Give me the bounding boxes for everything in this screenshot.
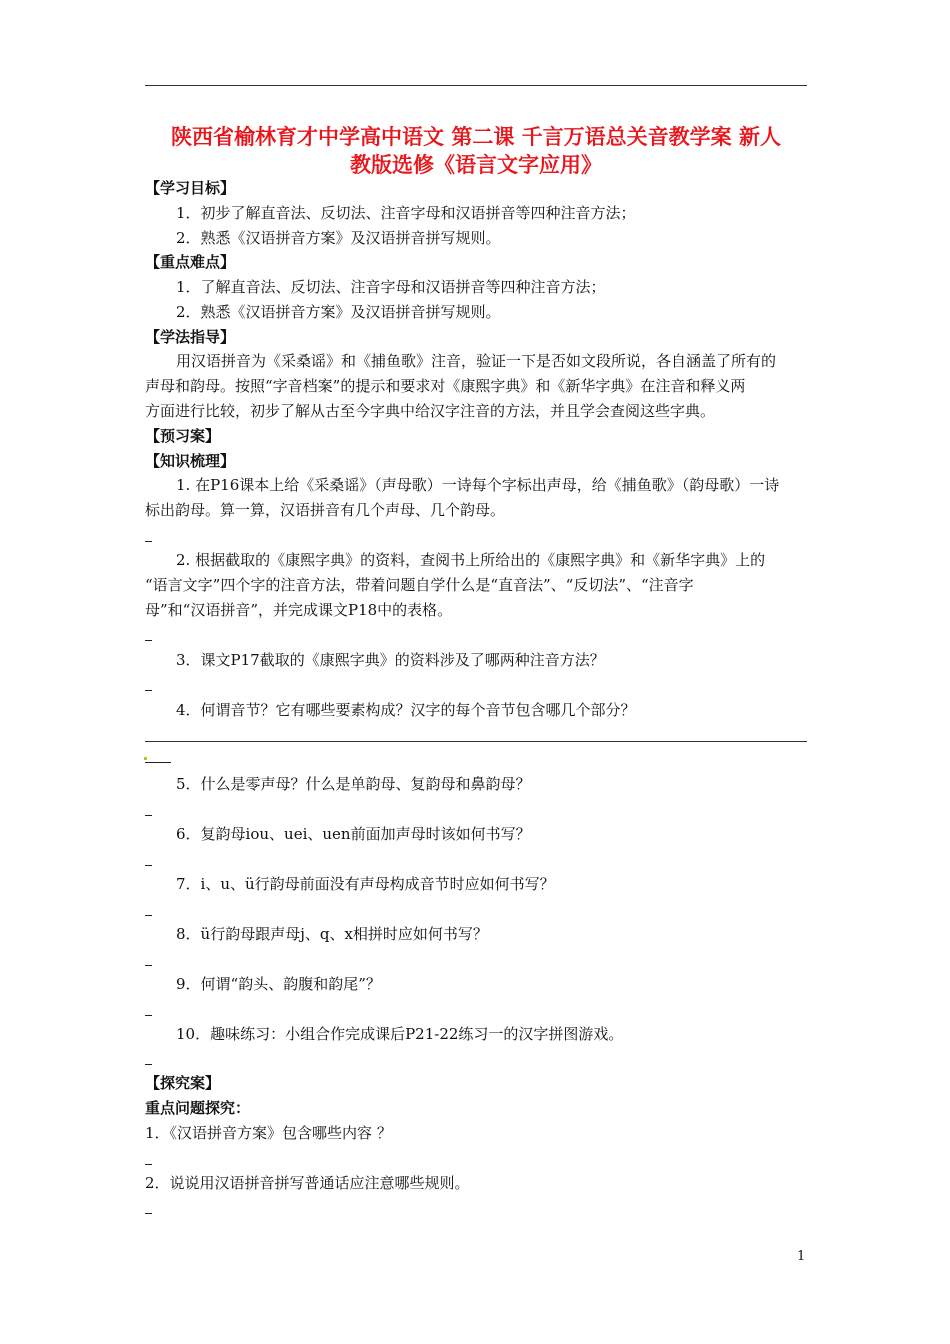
question-2-line-1: 2. 根据截取的《康熙字典》的资料，查阅书上所给出的《康熙字典》和《新华字典》上的 bbox=[176, 551, 766, 569]
answer-blank bbox=[145, 690, 152, 691]
answer-blank bbox=[145, 640, 152, 641]
question-8: 8．ü行韵母跟声母j、q、x相拼时应如何书写？ bbox=[176, 925, 488, 943]
explore-question-1: 1．《汉语拼音方案》包含哪些内容 ？ bbox=[145, 1124, 392, 1142]
question-1-line-1: 1. 在P16课本上给《采桑谣》（声母歌）一诗每个字标出声母，给《捕鱼歌》（韵母歌）一诗 bbox=[176, 476, 780, 494]
question-6: 6．复韵母iou、uei、uen前面加声母时该如何书写？ bbox=[176, 825, 531, 843]
section-rule bbox=[145, 741, 807, 742]
answer-blank bbox=[145, 865, 152, 866]
explore-subheading: 重点问题探究： bbox=[145, 1099, 251, 1117]
document-title-line-1: 陕西省榆林育才中学高中语文 第二课 千言万语总关音教学案 新人 bbox=[171, 125, 781, 149]
answer-blank bbox=[145, 1164, 152, 1165]
question-4: 4．何谓音节？它有哪些要素构成？汉字的每个音节包含哪几个部分？ bbox=[176, 701, 636, 719]
method-heading: 【学法指导】 bbox=[145, 328, 236, 346]
question-7: 7．i、u、ü行韵母前面没有声母构成音节时应如何书写？ bbox=[176, 875, 555, 893]
answer-blank bbox=[145, 1064, 152, 1065]
question-1-line-2: 标出韵母。算一算，汉语拼音有几个声母、几个韵母。 bbox=[145, 501, 506, 519]
method-line-3: 方面进行比较，初步了解从古至今字典中给汉字注音的方法，并且学会查阅这些字典。 bbox=[145, 402, 716, 420]
method-line-2: 声母和韵母。按照“字音档案”的提示和要求对《康熙字典》和《新华字典》在注音和释义两 bbox=[145, 377, 746, 395]
goals-item-1: 1．初步了解直音法、反切法、注音字母和汉语拼音等四种注音方法； bbox=[176, 204, 636, 222]
document-title-line-2: 教版选修《语言文字应用》 bbox=[350, 153, 602, 177]
knowledge-heading: 【知识梳理】 bbox=[145, 452, 236, 470]
answer-blank bbox=[145, 541, 152, 542]
question-2-line-2: “语言文字”四个字的注音方法，带着问题自学什么是“直音法”、“反切法”、“注音字 bbox=[145, 576, 694, 594]
key-points-heading: 【重点难点】 bbox=[145, 253, 236, 271]
goals-item-2: 2．熟悉《汉语拼音方案》及汉语拼音拼写规则。 bbox=[176, 229, 501, 247]
method-line-1: 用汉语拼音为《采桑谣》和《捕鱼歌》注音，验证一下是否如文段所说，各自涵盖了所有的 bbox=[176, 352, 777, 370]
answer-blank bbox=[145, 1015, 152, 1016]
question-3: 3．课文P17截取的《康熙字典》的资料涉及了哪两种注音方法？ bbox=[176, 651, 605, 669]
answer-blank bbox=[145, 1213, 152, 1214]
answer-blank bbox=[145, 915, 152, 916]
key-points-item-2: 2．熟悉《汉语拼音方案》及汉语拼音拼写规则。 bbox=[176, 303, 501, 321]
goals-heading: 【学习目标】 bbox=[145, 179, 236, 197]
answer-blank bbox=[145, 815, 152, 816]
key-points-item-1: 1．了解直音法、反切法、注音字母和汉语拼音等四种注音方法； bbox=[176, 278, 606, 296]
question-9: 9．何谓“韵头、韵腹和韵尾”？ bbox=[176, 975, 381, 993]
question-5: 5．什么是零声母？什么是单韵母、复韵母和鼻韵母？ bbox=[176, 775, 531, 793]
explore-heading: 【探究案】 bbox=[145, 1074, 221, 1092]
top-rule bbox=[145, 85, 807, 86]
question-10: 10．趣味练习：小组合作完成课后P21-22练习一的汉字拼图游戏。 bbox=[176, 1025, 624, 1043]
answer-blank bbox=[145, 965, 152, 966]
question-2-line-3: 母”和“汉语拼音”，并完成课文P18中的表格。 bbox=[145, 601, 453, 619]
explore-question-2: 2．说说用汉语拼音拼写普通话应注意哪些规则。 bbox=[145, 1174, 470, 1192]
page-number: 1 bbox=[797, 1249, 806, 1264]
preview-heading: 【预习案】 bbox=[145, 427, 221, 445]
answer-blank bbox=[145, 762, 171, 763]
marker-dot bbox=[144, 757, 147, 760]
